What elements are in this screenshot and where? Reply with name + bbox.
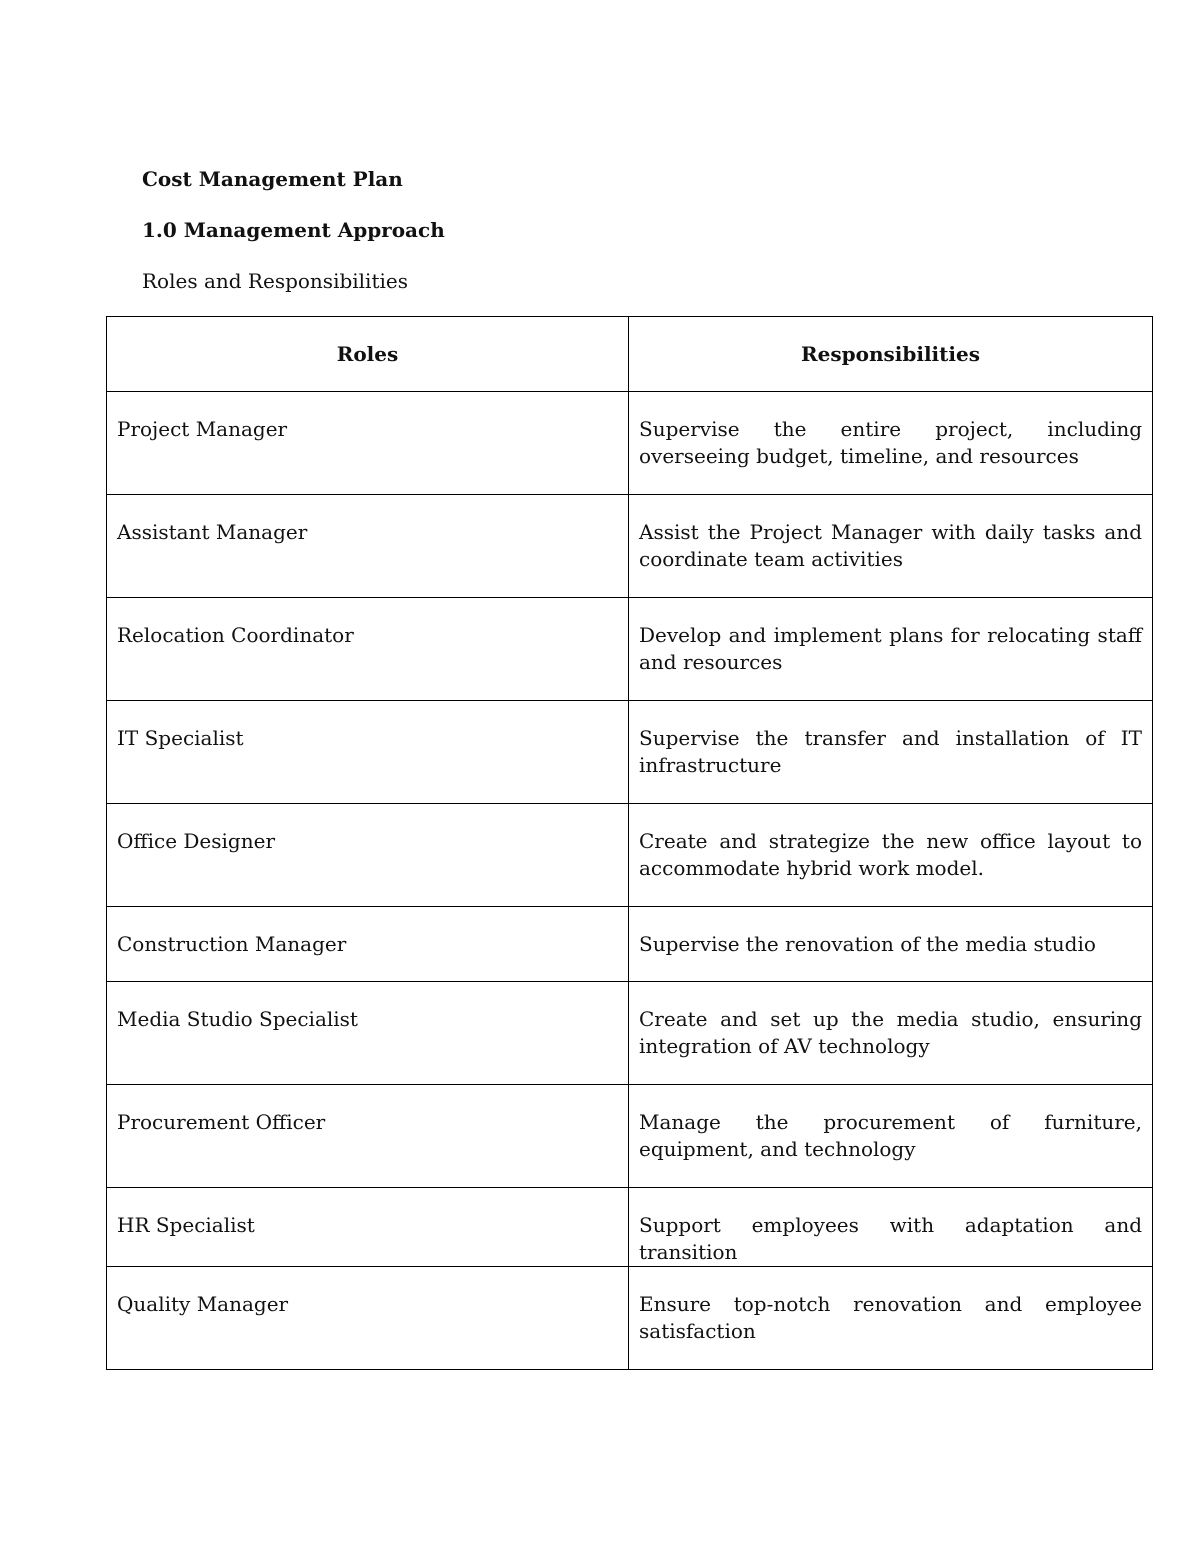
roles-column-header: Roles <box>107 317 629 392</box>
table-row <box>107 598 1153 701</box>
role-cell: Office Designer <box>107 804 629 907</box>
responsibility-cell: Create and strategize the new office layout to accommodate hybrid work model. <box>629 804 1153 907</box>
table-header-row <box>107 317 1153 392</box>
responsibility-cell: Create and set up the media studio, ensuring integration of AV technology <box>629 982 1153 1085</box>
responsibility-cell: Support employees with adaptation and transition <box>629 1188 1153 1267</box>
table-row <box>107 804 1153 907</box>
role-cell: Media Studio Specialist <box>107 982 629 1085</box>
responsibilities-column-header: Responsibilities <box>629 317 1153 392</box>
table-row <box>107 701 1153 804</box>
role-cell: Procurement Officer <box>107 1085 629 1188</box>
role-cell: Assistant Manager <box>107 495 629 598</box>
responsibility-cell: Assist the Project Manager with daily tasks and coordinate team activities <box>629 495 1153 598</box>
responsibility-cell: Ensure top-notch renovation and employee satisfaction <box>629 1267 1153 1370</box>
role-cell: Quality Manager <box>107 1267 629 1370</box>
document-title: Cost Management Plan <box>142 167 403 191</box>
responsibility-cell: Develop and implement plans for relocating staff and resources <box>629 598 1153 701</box>
role-cell: Relocation Coordinator <box>107 598 629 701</box>
table-row <box>107 392 1153 495</box>
responsibility-cell: Supervise the renovation of the media studio <box>629 907 1153 982</box>
role-cell: IT Specialist <box>107 701 629 804</box>
role-cell: HR Specialist <box>107 1188 629 1267</box>
role-cell: Construction Manager <box>107 907 629 982</box>
table-caption: Roles and Responsibilities <box>142 269 408 293</box>
table-row <box>107 1085 1153 1188</box>
responsibility-cell: Manage the procurement of furniture, equipment, and technology <box>629 1085 1153 1188</box>
roles-responsibilities-table <box>106 316 1153 1370</box>
table-row <box>107 1267 1153 1370</box>
section-heading: 1.0 Management Approach <box>142 218 445 242</box>
table-row <box>107 907 1153 982</box>
table-row <box>107 982 1153 1085</box>
table-row <box>107 495 1153 598</box>
responsibility-cell: Supervise the transfer and installation of IT infrastructure <box>629 701 1153 804</box>
responsibility-cell: Supervise the entire project, including overseeing budget, timeline, and resources <box>629 392 1153 495</box>
role-cell: Project Manager <box>107 392 629 495</box>
table-row <box>107 1188 1153 1267</box>
